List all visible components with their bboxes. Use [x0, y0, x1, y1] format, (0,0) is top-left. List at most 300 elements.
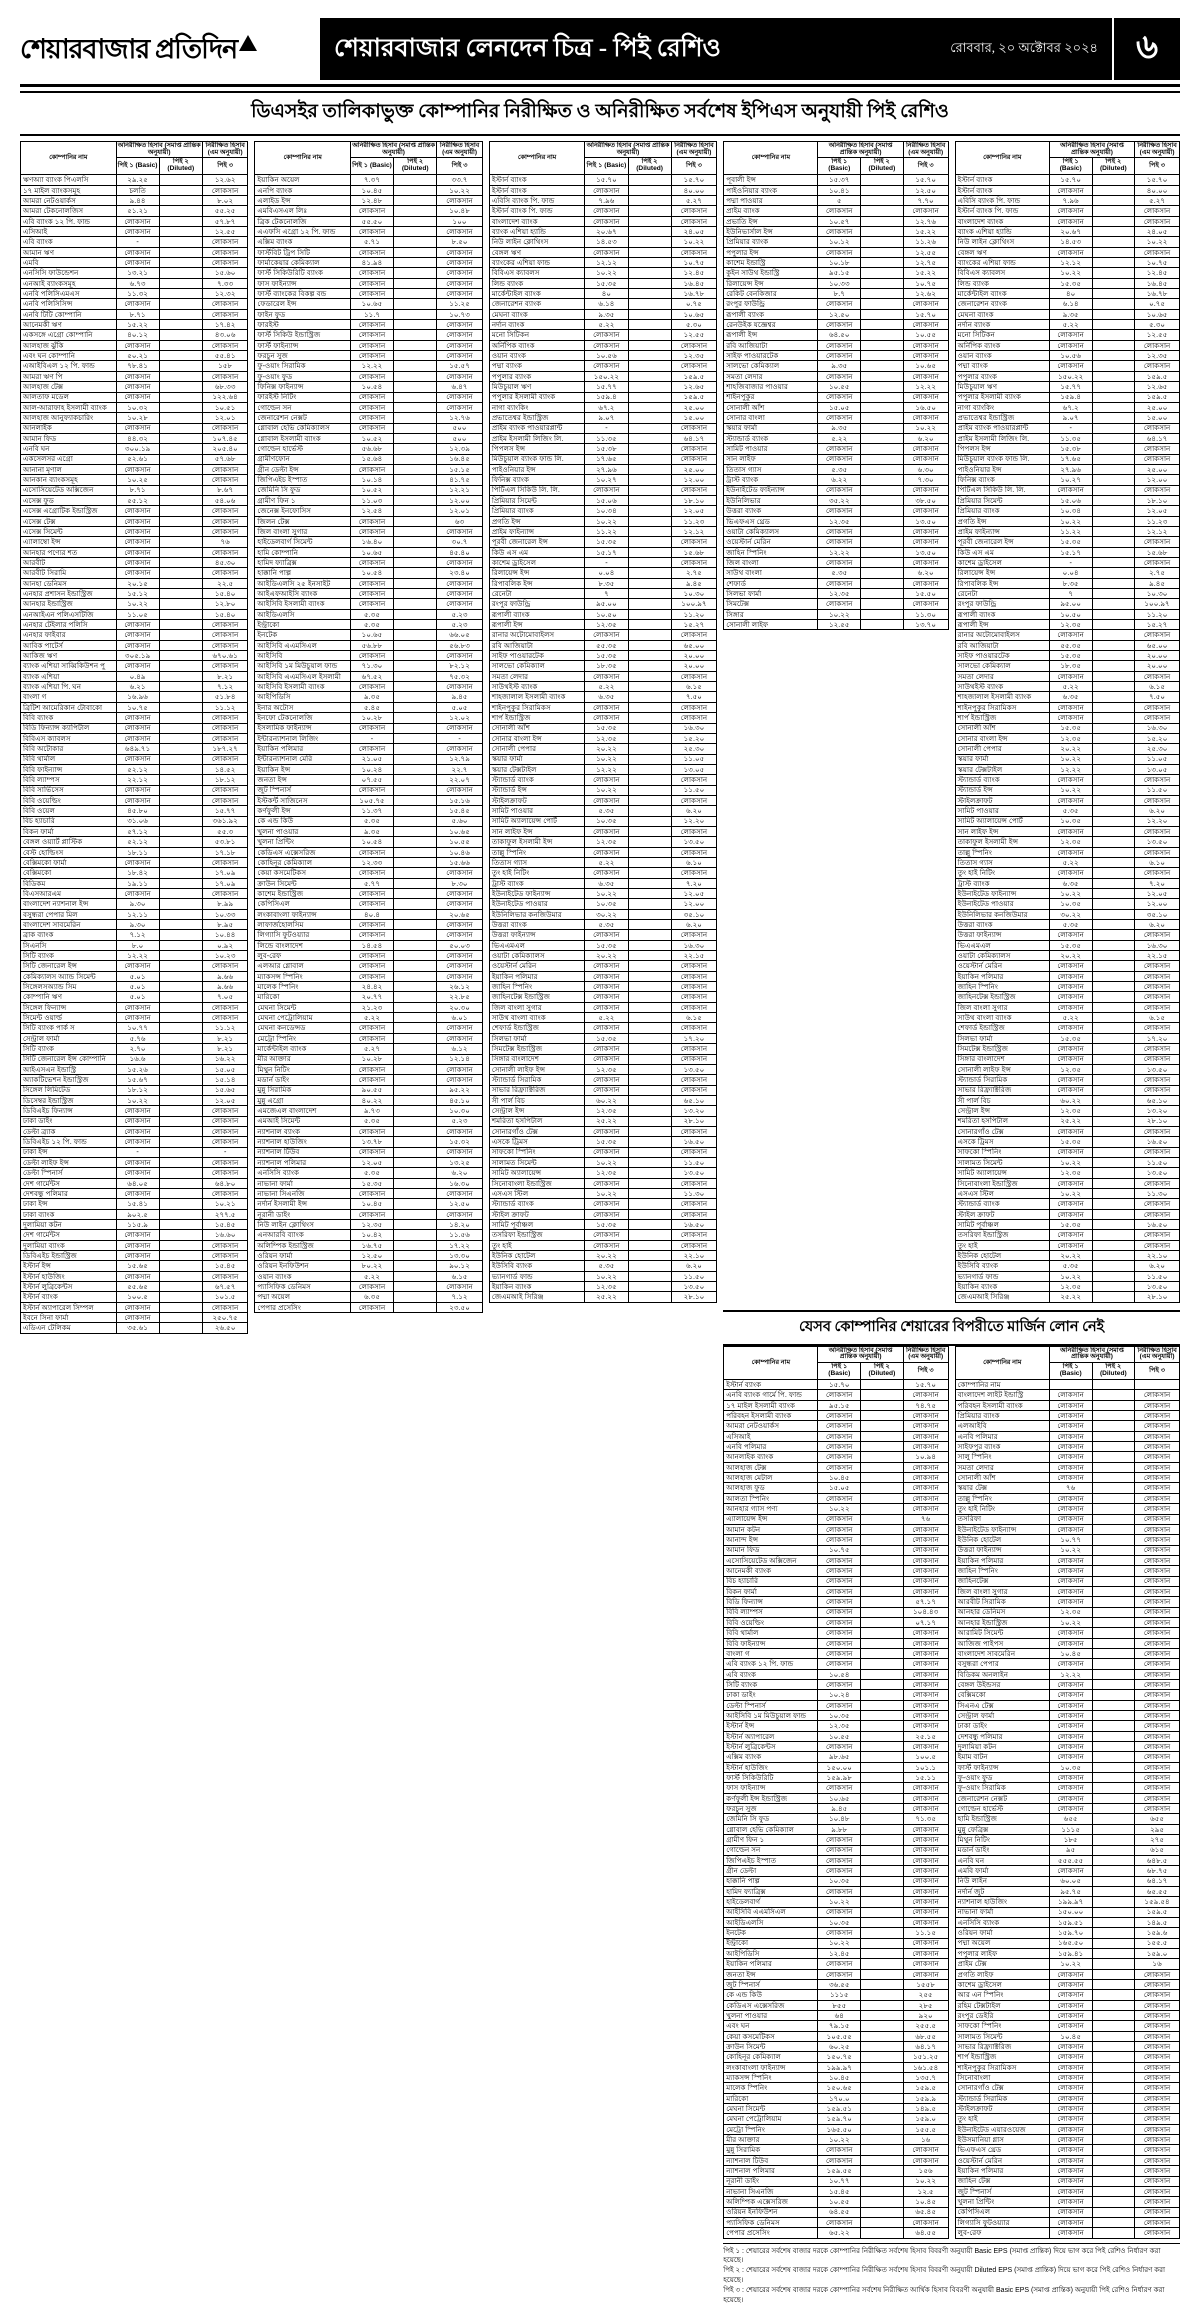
value-cell: ৭৯.১৫	[818, 2021, 861, 2031]
value-cell: লোকসান	[437, 971, 483, 981]
value-cell: লোকসান	[903, 392, 948, 402]
value-cell: ২২.১৫	[671, 951, 717, 961]
company-name-cell: ট্রাস্ট ব্যাংক	[955, 878, 1049, 888]
company-name-cell: সান লাইফ	[724, 454, 818, 464]
col-header-unaudited: অনিরীক্ষিত হিসাব (সমাপ্ত প্রান্তিক অনুযায়ী)	[350, 142, 436, 158]
value-cell: লোকসান	[116, 1137, 159, 1147]
table-row	[955, 909, 1179, 919]
value-cell: ৯৫	[1049, 1845, 1092, 1855]
company-name-cell: স্কয়ার টেক্সটাইল	[489, 764, 585, 774]
value-cell: ৫৫.৩	[202, 826, 248, 836]
value-cell	[394, 1282, 437, 1292]
table-row	[955, 620, 1179, 630]
value-cell	[861, 1938, 904, 1948]
company-name-cell: এডিএন টেলিকম	[21, 1323, 117, 1333]
table-row	[955, 1628, 1179, 1638]
value-cell: লোকসান	[437, 278, 483, 288]
value-cell	[159, 330, 202, 340]
value-cell: ১২.৫৫	[1135, 330, 1180, 340]
value-cell: লোকসান	[202, 1240, 248, 1250]
table-row	[255, 1230, 482, 1240]
value-cell	[1092, 1752, 1135, 1762]
value-cell: লোকসান	[1135, 2228, 1180, 2238]
value-cell: ৭৬	[903, 1514, 948, 1524]
company-name-cell: আইডিএলসি	[724, 1917, 818, 1927]
company-name-cell: সাভার রিফ্র্যাক্টরিজ	[955, 2042, 1049, 2052]
value-cell	[159, 889, 202, 899]
value-cell: লোকসান	[1135, 1462, 1180, 1472]
table-row	[955, 1948, 1179, 1958]
table-row	[955, 764, 1179, 774]
value-cell: লোকসান	[437, 195, 483, 205]
table-row	[255, 899, 482, 909]
table-row	[255, 909, 482, 919]
company-name-cell: বিবি ওয়েল	[21, 806, 117, 816]
value-cell: ৩৫.২২	[818, 495, 861, 505]
value-cell: লোকসান	[818, 1700, 861, 1710]
company-name-cell: আনহার পণ্যের শত	[21, 547, 117, 557]
company-name-cell: ব্যাংক এশিয়া হ্যান্ডি	[955, 227, 1049, 237]
value-cell	[394, 1002, 437, 1012]
company-name-cell: ব্রিটিশ আমেরিকান টোবাকো	[21, 702, 117, 712]
value-cell: ১০.৫২	[350, 433, 393, 443]
company-name-cell: এআইবিএল ১২ পি. ফান্ড	[21, 361, 117, 371]
company-name-cell: তুং হাই নিটিং	[955, 1504, 1049, 1514]
value-cell	[861, 1411, 904, 1421]
company-name-cell: এবি ব্যাংক ১২ পি. ফান্ড	[724, 1659, 818, 1669]
value-cell: লোকসান	[818, 247, 861, 257]
value-cell: লোকসান	[437, 247, 483, 257]
value-cell	[394, 1240, 437, 1250]
value-cell: ৯৫.১৫	[818, 268, 861, 278]
value-cell	[159, 920, 202, 930]
table-row	[724, 278, 948, 288]
value-cell: লোকসান	[818, 526, 861, 536]
value-cell: ৭.১২	[202, 682, 248, 692]
company-name-cell: আইসিবি এএমসিএল ইসলামী	[255, 671, 351, 681]
value-cell: লোকসান	[1049, 1793, 1092, 1803]
value-cell	[394, 1147, 437, 1157]
value-cell: ২৩.৪০	[437, 568, 483, 578]
company-name-cell: সোনালী লাইফ ইন্স	[955, 1064, 1049, 1074]
col-header-name: কোম্পানির নাম	[255, 142, 351, 175]
company-name-cell: ইস্টার্ন ব্যাংক	[21, 1292, 117, 1302]
company-name-cell: জাহিনটেক্স ইন্ডাস্ট্রিজ	[955, 992, 1049, 1002]
value-cell: ১২.৫৫	[671, 330, 717, 340]
company-name-cell: আনেমকী ব্যাংক	[724, 1566, 818, 1576]
company-name-cell: স্ট্যান্ডার্ড সিরামিক	[489, 1075, 585, 1085]
company-name-cell: অলিম্পিক এক্সেসরিজ	[724, 2197, 818, 2207]
value-cell: লোকসান	[1135, 713, 1180, 723]
table-row	[955, 609, 1179, 619]
value-cell: ৪০	[585, 289, 628, 299]
table-row	[955, 1116, 1179, 1126]
value-cell: ৬.৩০	[903, 464, 948, 474]
company-name-cell: সামিট অ্যালায়েন্স	[955, 1168, 1049, 1178]
company-name-cell: আনহার ইন্ডাস্ট্রিজ	[21, 599, 117, 609]
value-cell	[1092, 961, 1135, 971]
value-cell	[1092, 1586, 1135, 1596]
value-cell: ১৫.৩৫	[350, 1178, 393, 1188]
value-cell	[159, 195, 202, 205]
value-cell: ১৬.৯৬	[116, 692, 159, 702]
company-name-cell: দুলামিয়া ব্যাংক	[21, 1240, 117, 1250]
value-cell: ৪৫.৮০	[116, 806, 159, 816]
table-row	[955, 185, 1179, 195]
company-name-cell: আনলাইক ব্যাংক	[724, 1452, 818, 1462]
value-cell: লোকসান	[903, 526, 948, 536]
value-cell: লোকসান	[903, 1742, 948, 1752]
company-name-cell: আনকান ব্যাংকসমূহ	[21, 475, 117, 485]
value-cell: ৫.৩০	[671, 320, 717, 330]
value-cell	[1092, 2197, 1135, 2207]
table-row	[724, 413, 948, 423]
value-cell: ১২.২২	[116, 951, 159, 961]
company-name-cell: কেপিসিএল	[255, 899, 351, 909]
table-row	[955, 1126, 1179, 1136]
value-cell	[159, 216, 202, 226]
value-cell	[394, 495, 437, 505]
value-cell	[1092, 1411, 1135, 1421]
footnote-2: পিই ২ : শেয়ারের সর্বশেষ বাজার দরকে কোম্পানির নিরীক্ষিত সর্বশেষ হিসাব বিবরণী অনুযায়ী Diluted EPS (সমাপ্ত প্রান্তিক) দিয়ে ভাগ করে পিই রেশিও নির্ধারণ করা হয়েছে।	[723, 2267, 1166, 2284]
value-cell: লোকসান	[116, 1188, 159, 1198]
company-name-cell: ইস্টার্ন ব্যাংক	[955, 185, 1049, 195]
value-cell	[628, 1023, 671, 1033]
value-cell	[861, 516, 904, 526]
value-cell: ১২.৪৫	[818, 1948, 861, 1958]
value-cell: লোকসান	[1049, 1514, 1092, 1524]
company-name-cell: স্কয়ার ফার্মা	[489, 754, 585, 764]
value-cell: লোকসান	[903, 299, 948, 309]
value-cell: লোকসান	[585, 1085, 628, 1095]
company-name-cell: বিকন ফার্মা	[21, 826, 117, 836]
value-cell	[1092, 2135, 1135, 2145]
value-cell: লোকসান	[585, 1199, 628, 1209]
table-row	[21, 454, 248, 464]
table-row	[955, 1013, 1179, 1023]
value-cell	[861, 392, 904, 402]
company-name-cell: তুং হাই	[489, 1240, 585, 1250]
table-row	[21, 857, 248, 867]
table-row	[21, 671, 248, 681]
table-row	[724, 2124, 948, 2134]
company-name-cell: শেফার্ড ইন্ডাস্ট্রিজ	[489, 1023, 585, 1033]
table-row	[255, 268, 482, 278]
value-cell: ২২.০৭	[437, 775, 483, 785]
value-cell: লোকসান	[903, 1555, 948, 1565]
value-cell: ১২.৩৫	[585, 1106, 628, 1116]
value-cell	[861, 454, 904, 464]
value-cell	[1135, 1380, 1180, 1390]
value-cell: ০.৪৯	[116, 671, 159, 681]
company-name-cell: বিডি ফিন্যান্স	[724, 1597, 818, 1607]
value-cell	[628, 558, 671, 568]
value-cell: ১৫.৬৪	[350, 454, 393, 464]
table-row	[489, 692, 716, 702]
company-name-cell: ওরিয়ন ইনফিউশন	[255, 1261, 351, 1271]
table-row	[255, 402, 482, 412]
value-cell: লোকসান	[437, 920, 483, 930]
value-cell	[861, 1400, 904, 1410]
value-cell: লোকসান	[1049, 340, 1092, 350]
table-row	[955, 930, 1179, 940]
value-cell: ৫.২৩	[437, 620, 483, 630]
company-name-cell: আইসিবি ইসলামী ব্যাংক	[255, 682, 351, 692]
value-cell: ৬.৭৩	[116, 278, 159, 288]
value-cell	[394, 351, 437, 361]
value-cell: ২০.২২	[585, 951, 628, 961]
company-name-cell: ইস্টার্ন ব্যাংক	[724, 1380, 818, 1390]
value-cell: ২০.২২	[585, 744, 628, 754]
company-name-cell: নর্দার্ন ইসলামী ইন্স	[255, 1199, 351, 1209]
value-cell: ১২.৩৫	[1049, 1168, 1092, 1178]
company-name-cell: জাহিনটেক্স ইন্ডাস্ট্রিজ	[489, 992, 585, 1002]
value-cell: লোকসান	[671, 982, 717, 992]
table-row	[724, 1948, 948, 1958]
company-name-cell: রূপালী ব্যাংক	[724, 309, 818, 319]
value-cell: ৯০২.৫	[116, 1209, 159, 1219]
value-cell: লোকসান	[202, 661, 248, 671]
company-name-cell: প্রাইম ফাইন্যান্স	[489, 526, 585, 536]
value-cell: ৫১.২১	[116, 206, 159, 216]
table-row	[955, 464, 1179, 474]
value-cell: ৮.৩৫	[585, 578, 628, 588]
company-name-cell: প্রিমিয়ার ব্যাংক	[724, 237, 818, 247]
value-cell: ৭.০৫	[202, 992, 248, 1002]
value-cell	[159, 940, 202, 950]
value-cell: লোকসান	[1135, 982, 1180, 992]
value-cell: লোকসান	[1049, 2135, 1092, 2145]
value-cell	[1092, 682, 1135, 692]
value-cell: ৬.২০	[671, 920, 717, 930]
value-cell: লোকসান	[818, 1390, 861, 1400]
table-row	[724, 1607, 948, 1617]
value-cell: ১২.৩৫	[1135, 351, 1180, 361]
table-row	[724, 2011, 948, 2021]
value-cell	[1092, 940, 1135, 950]
value-cell: লোকসান	[1135, 1514, 1180, 1524]
value-cell	[159, 278, 202, 288]
value-cell: লোকসান	[1135, 2073, 1180, 2083]
table-row	[724, 1731, 948, 1741]
value-cell	[628, 620, 671, 630]
value-cell	[861, 485, 904, 495]
table-row	[21, 795, 248, 805]
value-cell: লোকসান	[1049, 1411, 1092, 1421]
company-name-cell: বাংলা গ	[724, 1648, 818, 1658]
value-cell: লোকসান	[1135, 1607, 1180, 1617]
value-cell: লোকসান	[1049, 1230, 1092, 1240]
value-cell	[1092, 1566, 1135, 1576]
value-cell: লোকসান	[202, 1013, 248, 1023]
value-cell: লোকসান	[1049, 971, 1092, 981]
table-row	[724, 237, 948, 247]
table-row	[21, 1013, 248, 1023]
value-cell	[159, 620, 202, 630]
value-cell: লোকসান	[437, 351, 483, 361]
value-cell: ৫.২২	[1049, 320, 1092, 330]
value-cell	[394, 609, 437, 619]
company-name-cell: আইসিবি ১ম মিউচুয়াল ফান্ড	[255, 661, 351, 671]
value-cell	[394, 578, 437, 588]
value-cell: ১০০.৫	[903, 1752, 948, 1762]
value-cell: লোকসান	[671, 971, 717, 981]
value-cell	[394, 227, 437, 237]
table-row	[255, 423, 482, 433]
company-name-cell: পদ্মা ব্যাংক	[489, 361, 585, 371]
value-cell	[394, 1095, 437, 1105]
value-cell: ২২.১০	[671, 1251, 717, 1261]
value-cell: ১৮৫	[1049, 1835, 1092, 1845]
value-cell: লোকসান	[818, 1628, 861, 1638]
value-cell: লোকসান	[1049, 671, 1092, 681]
company-name-cell: পূবালী ইন্স	[724, 175, 818, 185]
value-cell: লোকসান	[116, 889, 159, 899]
company-name-cell: বাংলা গ	[21, 692, 117, 702]
value-cell: ১০.১৪	[350, 475, 393, 485]
value-cell	[394, 826, 437, 836]
value-cell	[159, 640, 202, 650]
value-cell: ১১.৩৫	[1049, 433, 1092, 443]
value-cell: ১৫.৪৫	[437, 806, 483, 816]
company-name-cell: বিবি ওয়েল্ডিং	[724, 1617, 818, 1627]
table-row	[955, 857, 1179, 867]
table-row	[724, 2062, 948, 2072]
company-name-cell: সিলভা ফার্মা	[724, 589, 818, 599]
table-row	[489, 289, 716, 299]
value-cell	[861, 1483, 904, 1493]
value-cell: ২২.৫	[202, 578, 248, 588]
value-cell: ১৫.১৫	[437, 464, 483, 474]
table-row	[21, 702, 248, 712]
value-cell: লোকসান	[116, 754, 159, 764]
value-cell: লোকসান	[1049, 206, 1092, 216]
value-cell: ৮.৯৫	[202, 920, 248, 930]
value-cell: ১০.২২	[903, 2176, 948, 2186]
value-cell	[861, 2124, 904, 2134]
company-name-cell: ইস্টার্ন ব্যাংক পি. ফান্ড	[955, 206, 1049, 216]
value-cell	[628, 568, 671, 578]
value-cell	[861, 1804, 904, 1814]
table-row	[724, 1524, 948, 1534]
company-name-cell: ইউনিলিভার কনজিউমার	[489, 909, 585, 919]
value-cell: ৫০০	[437, 423, 483, 433]
table-row	[724, 195, 948, 205]
value-cell	[1092, 1917, 1135, 1927]
col-header-unaudited: অনিরীক্ষিত হিসাব (সমাপ্ত প্রান্তিক অনুযায়ী)	[1049, 142, 1134, 158]
company-name-cell: এনহার টেইলার পলিসি	[21, 620, 117, 630]
value-cell: লোকসান	[1049, 1504, 1092, 1514]
value-cell: ১৩.২৫	[437, 1157, 483, 1167]
value-cell: ১৫.৭০	[1049, 175, 1092, 185]
value-cell	[1092, 299, 1135, 309]
company-name-cell: প্রাইম ব্যাংক পাওয়ারপ্লান্ট	[955, 423, 1049, 433]
value-cell: ২৫৫	[903, 1990, 948, 2000]
value-cell: ১০.৬৫	[350, 630, 393, 640]
value-cell	[861, 1959, 904, 1969]
value-cell	[1092, 2114, 1135, 2124]
value-cell: লোকসান	[1049, 2104, 1092, 2114]
value-cell	[1092, 227, 1135, 237]
value-cell: লোকসান	[202, 1126, 248, 1136]
value-cell	[159, 402, 202, 412]
table-row	[955, 940, 1179, 950]
value-cell	[628, 1240, 671, 1250]
table-row	[724, 1876, 948, 1886]
value-cell: লোকসান	[1049, 1576, 1092, 1586]
value-cell: ৬.১৫	[1135, 682, 1180, 692]
value-cell: ১২.২২	[585, 764, 628, 774]
value-cell	[159, 578, 202, 588]
value-cell: লোকসান	[818, 1855, 861, 1865]
company-name-cell: এলআইবি	[955, 1421, 1049, 1431]
value-cell: ১০.২২	[1049, 889, 1092, 899]
value-cell: লোকসান	[116, 216, 159, 226]
value-cell: লোকসান	[202, 464, 248, 474]
company-name-cell: এনপি ব্যাংক	[255, 185, 351, 195]
value-cell: ৩০.৭	[437, 537, 483, 547]
company-name-cell: মারিকো	[724, 2093, 818, 2103]
value-cell: লোকসান	[202, 733, 248, 743]
value-cell: ২.৭০	[116, 1044, 159, 1054]
value-cell: লোকসান	[1135, 1731, 1180, 1741]
value-cell: ৬.১৪	[585, 299, 628, 309]
value-cell	[394, 671, 437, 681]
table-row	[955, 444, 1179, 454]
company-name-cell: ইস্টার্ন লুব্রিকেন্টস	[724, 1742, 818, 1752]
company-name-cell: আলহাজ আনুফ্যাকচারিং	[21, 413, 117, 423]
value-cell: ৬৪৮.৫	[1135, 1855, 1180, 1865]
value-cell	[159, 754, 202, 764]
company-name-cell: সোনার বাংলা ইন্স	[489, 733, 585, 743]
value-cell	[1092, 2176, 1135, 2186]
nomargin-table-right	[955, 1346, 1180, 2239]
value-cell: লোকসান	[671, 1126, 717, 1136]
value-cell	[628, 682, 671, 692]
value-cell	[628, 951, 671, 961]
value-cell: ৩৫.১০	[671, 909, 717, 919]
table-row	[955, 1731, 1179, 1741]
value-cell: লোকসান	[1135, 2042, 1180, 2052]
table-row	[955, 951, 1179, 961]
value-cell: ৫৪.০৬	[202, 495, 248, 505]
value-cell: ৬৪.৫৫	[903, 2228, 948, 2238]
company-name-cell: ন্যাশনাল হাউজিং	[255, 1137, 351, 1147]
company-name-cell: ব্যাংক এশিয়া	[21, 671, 117, 681]
value-cell: ৯.৩৫	[585, 309, 628, 319]
value-cell: ৫.২২	[585, 320, 628, 330]
value-cell	[394, 1126, 437, 1136]
company-name-cell: ব্যাংক এশিয়া পি. ঘন	[21, 682, 117, 692]
table-row	[21, 195, 248, 205]
company-name-cell: এসিআই	[21, 227, 117, 237]
table-row	[489, 558, 716, 568]
value-cell: ১৫৮	[202, 361, 248, 371]
value-cell: ১৫.২২	[116, 320, 159, 330]
table-row	[955, 1535, 1179, 1545]
table-row	[489, 475, 716, 485]
value-cell: লোকসান	[1049, 1524, 1092, 1534]
table-row	[21, 1075, 248, 1085]
pe-table-3-body	[489, 175, 716, 1302]
company-name-cell: প্রাইম ফাইন্যান্স	[955, 526, 1049, 536]
value-cell: লোকসান	[818, 413, 861, 423]
value-cell: লোকসান	[350, 516, 393, 526]
value-cell	[1092, 1095, 1135, 1105]
table-row	[21, 475, 248, 485]
value-cell	[1092, 1002, 1135, 1012]
value-cell	[159, 1002, 202, 1012]
